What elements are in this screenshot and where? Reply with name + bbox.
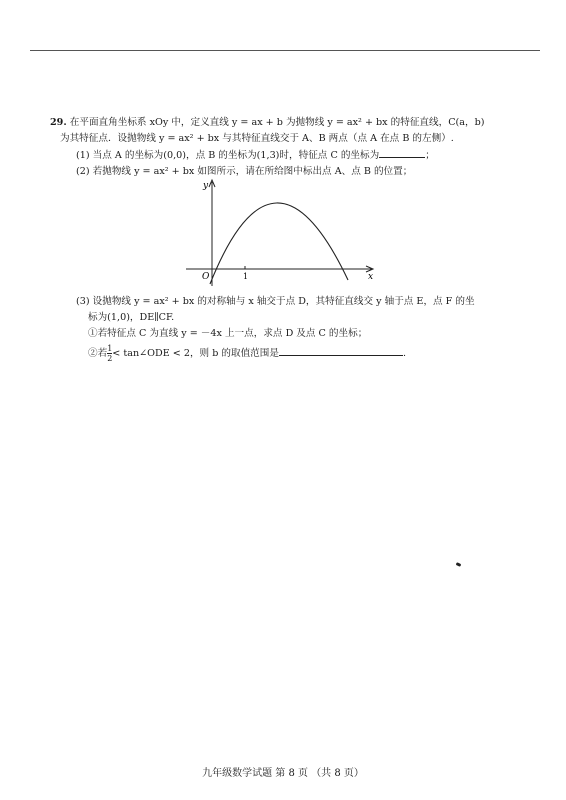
fraction-one-half: $\frac{1}{2}$ bbox=[107, 344, 113, 363]
answer-blank-2[interactable] bbox=[279, 345, 403, 356]
x-axis-label: x bbox=[368, 272, 374, 282]
answer-blank-1[interactable] bbox=[379, 147, 425, 158]
part-2: (2) 若抛物线 y = ax² + bx 如图所示，请在所给图中标出点 A、点 B 的位置； bbox=[76, 166, 413, 177]
page-footer: 九年级数学试题 第 8 页 （共 8 页） bbox=[202, 768, 364, 779]
intro-line-1: 29. 在平面直角坐标系 xOy 中，定义直线 y = ax + b 为抛物线 y = ax² + bx 的特征直线，C(a，b) bbox=[50, 117, 485, 128]
origin-label: O bbox=[202, 272, 210, 282]
part-3-line-1: (3) 设抛物线 y = ax² + bx 的对称轴与 x 轴交于点 D，其特征直线交 y 轴于点 E，点 F 的坐 bbox=[76, 296, 475, 307]
parabola-figure bbox=[182, 176, 378, 288]
question-29-part-3 bbox=[60, 294, 520, 363]
sub-question-1: ①若特征点 C 为直线 y = －4x 上一点，求点 D 及点 C 的坐标； bbox=[88, 328, 368, 339]
question-number: 29. bbox=[50, 117, 67, 128]
tick-label-1: 1 bbox=[243, 272, 249, 281]
part-1: (1) 当点 A 的坐标为(0,0)，点 B 的坐标为(1,3)时，特征点 C 的坐标为 ； bbox=[60, 147, 520, 164]
sub-question-2: ②若 $\frac{1}{2}$ < tan∠ODE < 2，则 b 的取值范围是 . bbox=[88, 344, 407, 363]
scan-speck bbox=[456, 562, 462, 567]
intro-line-2: 为其特征点．设抛物线 y = ax² + bx 与其特征直线交于 A、B 两点（点 A 在点 B 的左侧）. bbox=[60, 133, 454, 144]
header-rule bbox=[30, 50, 540, 51]
part-3-line-2: 标为(1,0)，DE∥CF. bbox=[88, 312, 175, 323]
y-axis-label: y bbox=[203, 181, 209, 191]
parabola-curve bbox=[210, 203, 348, 284]
question-29 bbox=[50, 115, 520, 180]
